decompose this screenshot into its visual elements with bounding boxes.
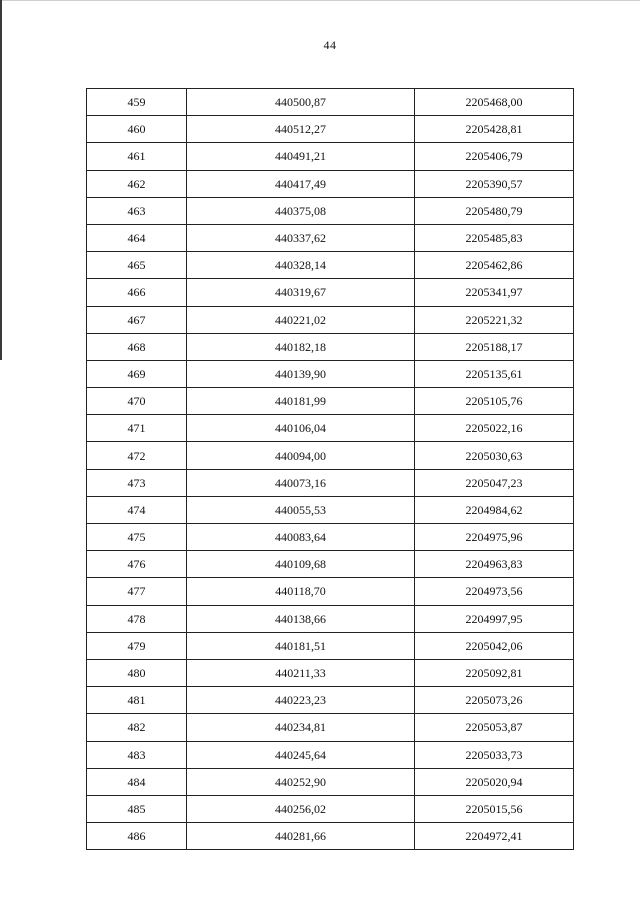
y-coordinate-cell: 2205406,79 bbox=[415, 143, 574, 170]
y-coordinate-cell: 2205073,26 bbox=[415, 687, 574, 714]
y-coordinate-cell: 2205135,61 bbox=[415, 360, 574, 387]
y-coordinate-cell: 2204973,56 bbox=[415, 578, 574, 605]
point-number-cell: 478 bbox=[87, 605, 187, 632]
y-coordinate-cell: 2205428,81 bbox=[415, 116, 574, 143]
table-row bbox=[87, 469, 574, 496]
table-row bbox=[87, 714, 574, 741]
x-coordinate-cell: 440245,64 bbox=[187, 741, 415, 768]
x-coordinate-cell: 440281,66 bbox=[187, 823, 415, 850]
x-coordinate-cell: 440139,90 bbox=[187, 360, 415, 387]
table-row bbox=[87, 605, 574, 632]
y-coordinate-cell: 2205015,56 bbox=[415, 795, 574, 822]
x-coordinate-cell: 440319,67 bbox=[187, 279, 415, 306]
y-coordinate-cell: 2205480,79 bbox=[415, 197, 574, 224]
table-row bbox=[87, 306, 574, 333]
y-coordinate-cell: 2205042,06 bbox=[415, 632, 574, 659]
page-number: 44 bbox=[323, 38, 337, 52]
table-row bbox=[87, 795, 574, 822]
point-number-cell: 468 bbox=[87, 333, 187, 360]
y-coordinate-cell: 2205033,73 bbox=[415, 741, 574, 768]
y-coordinate-cell: 2205053,87 bbox=[415, 714, 574, 741]
table-row bbox=[87, 89, 574, 116]
table-row bbox=[87, 388, 574, 415]
point-number-cell: 473 bbox=[87, 469, 187, 496]
y-coordinate-cell: 2204997,95 bbox=[415, 605, 574, 632]
table-row bbox=[87, 741, 574, 768]
point-number-cell: 471 bbox=[87, 415, 187, 442]
x-coordinate-cell: 440328,14 bbox=[187, 252, 415, 279]
x-coordinate-cell: 440109,68 bbox=[187, 551, 415, 578]
point-number-cell: 481 bbox=[87, 687, 187, 714]
table-row bbox=[87, 224, 574, 251]
x-coordinate-cell: 440375,08 bbox=[187, 197, 415, 224]
x-coordinate-cell: 440181,51 bbox=[187, 632, 415, 659]
y-coordinate-cell: 2205030,63 bbox=[415, 442, 574, 469]
x-coordinate-cell: 440252,90 bbox=[187, 768, 415, 795]
table-row bbox=[87, 415, 574, 442]
x-coordinate-cell: 440256,02 bbox=[187, 795, 415, 822]
y-coordinate-cell: 2205020,94 bbox=[415, 768, 574, 795]
y-coordinate-cell: 2205390,57 bbox=[415, 170, 574, 197]
scan-edge-top bbox=[0, 0, 640, 1]
table-row bbox=[87, 524, 574, 551]
point-number-cell: 460 bbox=[87, 116, 187, 143]
table-row bbox=[87, 442, 574, 469]
table-row bbox=[87, 823, 574, 850]
point-number-cell: 483 bbox=[87, 741, 187, 768]
table-row bbox=[87, 143, 574, 170]
scan-edge-left bbox=[0, 0, 2, 360]
point-number-cell: 469 bbox=[87, 360, 187, 387]
point-number-cell: 465 bbox=[87, 252, 187, 279]
table-row bbox=[87, 578, 574, 605]
x-coordinate-cell: 440094,00 bbox=[187, 442, 415, 469]
x-coordinate-cell: 440073,16 bbox=[187, 469, 415, 496]
x-coordinate-cell: 440512,27 bbox=[187, 116, 415, 143]
y-coordinate-cell: 2204972,41 bbox=[415, 823, 574, 850]
point-number-cell: 459 bbox=[87, 89, 187, 116]
coordinates-table-body bbox=[87, 89, 574, 850]
x-coordinate-cell: 440083,64 bbox=[187, 524, 415, 551]
point-number-cell: 467 bbox=[87, 306, 187, 333]
point-number-cell: 485 bbox=[87, 795, 187, 822]
point-number-cell: 477 bbox=[87, 578, 187, 605]
point-number-cell: 472 bbox=[87, 442, 187, 469]
x-coordinate-cell: 440211,33 bbox=[187, 659, 415, 686]
table-row bbox=[87, 116, 574, 143]
x-coordinate-cell: 440337,62 bbox=[187, 224, 415, 251]
y-coordinate-cell: 2205462,86 bbox=[415, 252, 574, 279]
point-number-cell: 484 bbox=[87, 768, 187, 795]
table-row bbox=[87, 252, 574, 279]
point-number-cell: 464 bbox=[87, 224, 187, 251]
table-row bbox=[87, 659, 574, 686]
y-coordinate-cell: 2205221,32 bbox=[415, 306, 574, 333]
point-number-cell: 486 bbox=[87, 823, 187, 850]
y-coordinate-cell: 2204984,62 bbox=[415, 496, 574, 523]
point-number-cell: 470 bbox=[87, 388, 187, 415]
x-coordinate-cell: 440500,87 bbox=[187, 89, 415, 116]
table-row bbox=[87, 687, 574, 714]
point-number-cell: 462 bbox=[87, 170, 187, 197]
point-number-cell: 474 bbox=[87, 496, 187, 523]
point-number-cell: 480 bbox=[87, 659, 187, 686]
y-coordinate-cell: 2205468,00 bbox=[415, 89, 574, 116]
table-row bbox=[87, 768, 574, 795]
x-coordinate-cell: 440118,70 bbox=[187, 578, 415, 605]
table-row bbox=[87, 496, 574, 523]
x-coordinate-cell: 440181,99 bbox=[187, 388, 415, 415]
y-coordinate-cell: 2205047,23 bbox=[415, 469, 574, 496]
point-number-cell: 482 bbox=[87, 714, 187, 741]
coordinates-table bbox=[86, 88, 574, 850]
table-row bbox=[87, 632, 574, 659]
x-coordinate-cell: 440055,53 bbox=[187, 496, 415, 523]
table-row bbox=[87, 360, 574, 387]
point-number-cell: 476 bbox=[87, 551, 187, 578]
y-coordinate-cell: 2205092,81 bbox=[415, 659, 574, 686]
y-coordinate-cell: 2205105,76 bbox=[415, 388, 574, 415]
point-number-cell: 475 bbox=[87, 524, 187, 551]
table-row bbox=[87, 170, 574, 197]
y-coordinate-cell: 2204963,83 bbox=[415, 551, 574, 578]
point-number-cell: 466 bbox=[87, 279, 187, 306]
point-number-cell: 461 bbox=[87, 143, 187, 170]
y-coordinate-cell: 2205341,97 bbox=[415, 279, 574, 306]
table-row bbox=[87, 333, 574, 360]
point-number-cell: 463 bbox=[87, 197, 187, 224]
x-coordinate-cell: 440223,23 bbox=[187, 687, 415, 714]
table-row bbox=[87, 279, 574, 306]
point-number-cell: 479 bbox=[87, 632, 187, 659]
y-coordinate-cell: 2205022,16 bbox=[415, 415, 574, 442]
x-coordinate-cell: 440182,18 bbox=[187, 333, 415, 360]
x-coordinate-cell: 440491,21 bbox=[187, 143, 415, 170]
x-coordinate-cell: 440417,49 bbox=[187, 170, 415, 197]
x-coordinate-cell: 440138,66 bbox=[187, 605, 415, 632]
y-coordinate-cell: 2205485,83 bbox=[415, 224, 574, 251]
x-coordinate-cell: 440234,81 bbox=[187, 714, 415, 741]
y-coordinate-cell: 2205188,17 bbox=[415, 333, 574, 360]
table-row bbox=[87, 551, 574, 578]
y-coordinate-cell: 2204975,96 bbox=[415, 524, 574, 551]
table-row bbox=[87, 197, 574, 224]
x-coordinate-cell: 440221,02 bbox=[187, 306, 415, 333]
x-coordinate-cell: 440106,04 bbox=[187, 415, 415, 442]
